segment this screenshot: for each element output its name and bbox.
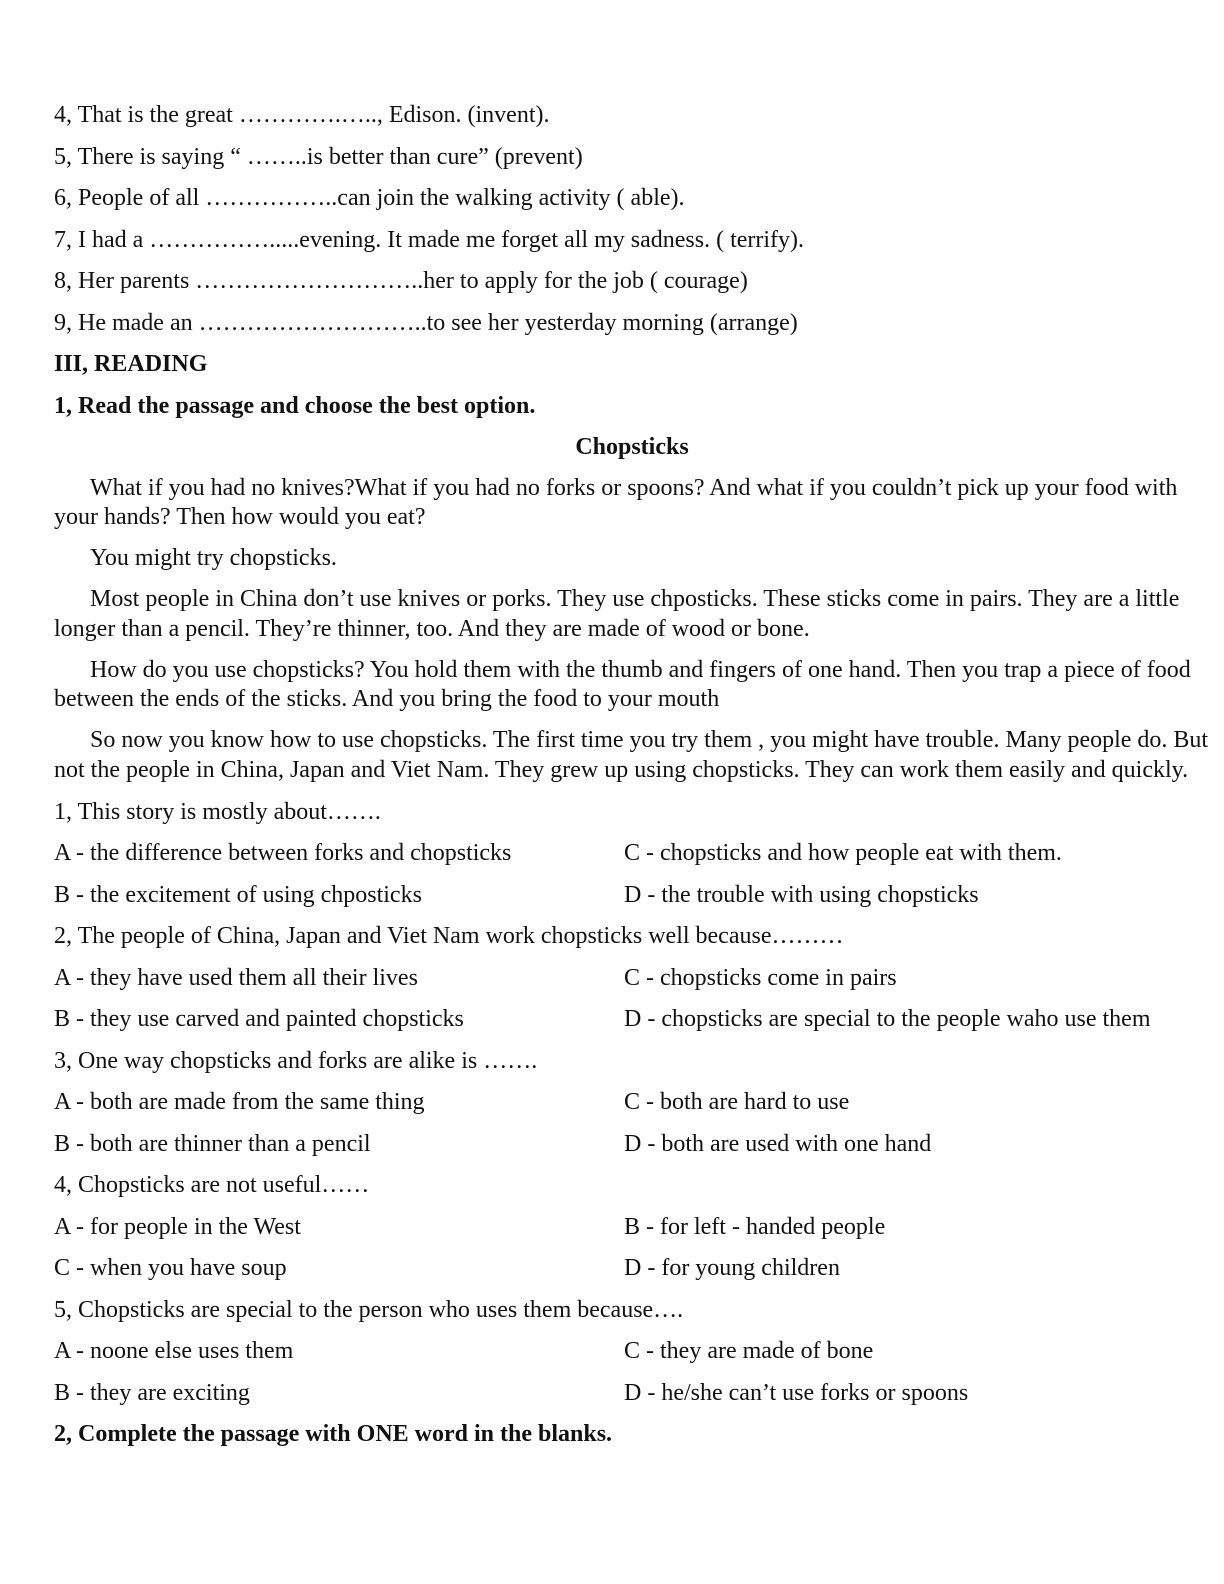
exercise-line-6: 6, People of all ……………..can join the walking activity ( able). (54, 185, 685, 211)
option-d: D - he/she can’t use forks or spoons (624, 1379, 969, 1406)
exercise-line-5: 5, There is saying “ ……..is better than cure” (prevent) (54, 143, 583, 170)
question-4-options-row-1 (54, 1212, 1210, 1242)
option-b: B - for left - handed people (624, 1213, 886, 1240)
option-c: C - they are made of bone (624, 1338, 874, 1364)
passage-paragraph-2: You might try chopsticks. (90, 545, 337, 571)
option-c: C - chopsticks and how people eat with them. (624, 840, 1062, 866)
option-c: C - both are hard to use (624, 1089, 850, 1115)
question-1-options-row-2 (54, 880, 1210, 910)
question-2-options-row-1 (54, 963, 1210, 993)
option-a: A - they have used them all their lives (54, 964, 418, 991)
option-a: A - noone else uses them (54, 1338, 294, 1364)
option-a: A - for people in the West (54, 1213, 301, 1240)
option-c: C - when you have soup (54, 1255, 287, 1281)
option-d: D - the trouble with using chopsticks (624, 881, 979, 908)
question-1-stem: 1, This story is mostly about……. (54, 798, 381, 825)
exercise-line-4: 4, That is the great ………….….., Edison. (invent). (54, 102, 550, 128)
question-1-options-row-1 (54, 838, 1210, 868)
task2-instruction: 2, Complete the passage with ONE word in the blanks. (54, 1421, 613, 1447)
question-5-options-row-1 (54, 1336, 1210, 1366)
option-b: B - they are exciting (54, 1379, 250, 1406)
exercise-line-9: 9, He made an ………………………..to see her yesterday morning (arrange) (54, 309, 798, 336)
question-2-stem: 2, The people of China, Japan and Viet Nam work chopsticks well because……… (54, 923, 844, 949)
option-a: A - both are made from the same thing (54, 1089, 425, 1115)
question-5-stem: 5, Chopsticks are special to the person who uses them because…. (54, 1296, 684, 1323)
question-4-stem: 4, Chopsticks are not useful…… (54, 1172, 370, 1198)
option-b: B - the excitement of using chposticks (54, 881, 422, 908)
passage-paragraph-3: Most people in China don’t use knives or porks. They use chposticks. These sticks come in pairs. They are a little longer than a pencil. They’re thinner, too. And they are made of wood or bone. (54, 586, 1180, 642)
option-d: D - chopsticks are special to the people waho use them (624, 1006, 1151, 1032)
question-5-options-row-2 (54, 1378, 1210, 1408)
option-b: B - they use carved and painted chopsticks (54, 1006, 464, 1032)
option-a: A - the difference between forks and chopsticks (54, 840, 512, 866)
question-3-options-row-2 (54, 1129, 1210, 1159)
option-b: B - both are thinner than a pencil (54, 1130, 371, 1157)
exercise-line-7: 7, I had a …………….....evening. It made me forget all my sadness. ( terrify). (54, 226, 805, 253)
task1-instruction: 1, Read the passage and choose the best option. (54, 392, 536, 419)
passage-paragraph-5: So now you know how to use chopsticks. The first time you try them , you might have trouble. Many people do. But not the people in China, Japan and Viet Nam. They grew up using chopsticks. They can work them easily and quickly. (54, 727, 1209, 783)
option-c: C - chopsticks come in pairs (624, 964, 897, 991)
exercise-line-8: 8, Her parents ………………………..her to apply for the job ( courage) (54, 268, 748, 294)
section-heading-reading: III, READING (54, 351, 208, 377)
passage-paragraph-4: How do you use chopsticks? You hold them with the thumb and fingers of one hand. Then you trap a piece of food between the ends of the sticks. And you bring the food to your mouth (54, 656, 1191, 712)
passage-title: Chopsticks (575, 434, 689, 460)
option-d: D - for young children (624, 1255, 840, 1281)
question-4-options-row-2 (54, 1253, 1210, 1283)
question-2-options-row-2 (54, 1004, 1210, 1034)
passage-paragraph-1: What if you had no knives?What if you had no forks or spoons? And what if you couldn’t pick up your food with your hands? Then how would you eat? (54, 474, 1178, 530)
document-page (54, 100, 1210, 1461)
option-d: D - both are used with one hand (624, 1130, 932, 1157)
question-3-options-row-1 (54, 1087, 1210, 1117)
question-3-stem: 3, One way chopsticks and forks are alike is ……. (54, 1047, 538, 1074)
